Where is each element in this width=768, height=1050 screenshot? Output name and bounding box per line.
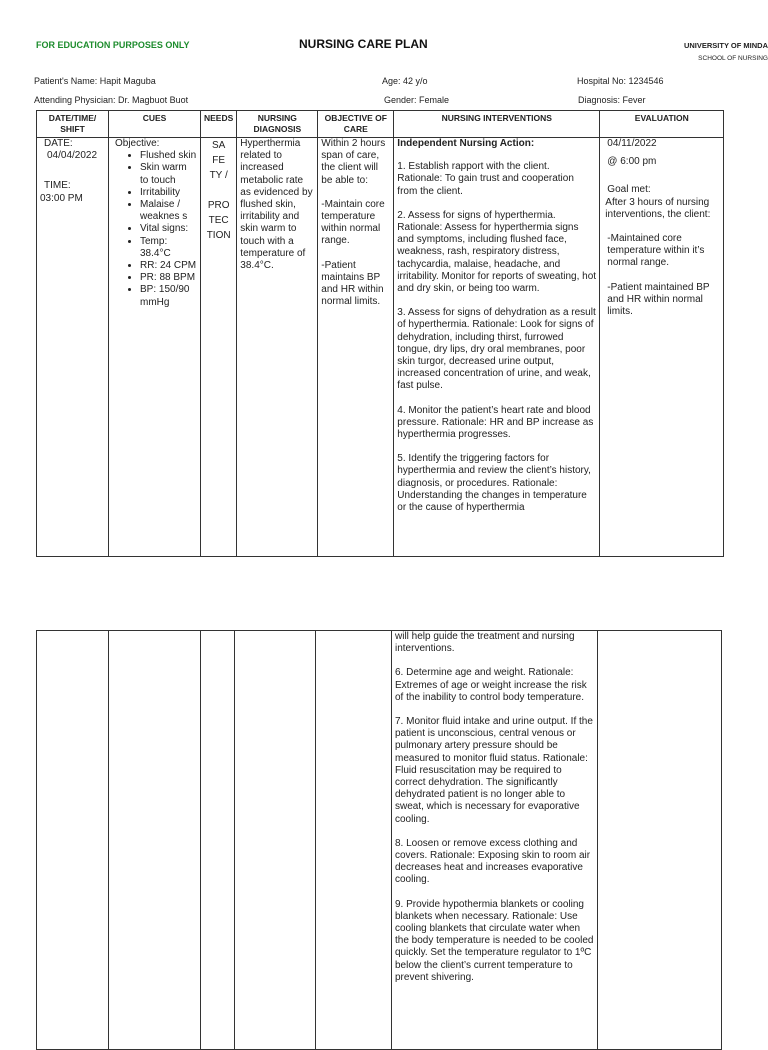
cue-item: • RR: 24 CPM — [140, 260, 197, 272]
evaluation-goal-met: Goal met: — [607, 184, 651, 196]
objective-cell — [318, 138, 394, 557]
intervention-item: 1. Establish rapport with the client. Rationale: To gain trust and cooperation from the client. — [397, 161, 574, 197]
patient-gender: Gender: Female — [384, 95, 450, 105]
interventions-cell — [392, 631, 598, 1050]
column-header-objective: OBJECTIVE OF CARE — [318, 111, 394, 138]
time-value: 03:00 PM — [40, 192, 83, 204]
column-header-diagnosis: NURSING DIAGNOSIS — [237, 111, 318, 138]
objective-cell — [316, 631, 392, 1050]
evaluation-cell — [598, 631, 722, 1050]
cues-cell — [109, 631, 201, 1050]
intervention-item: 9. Provide hypothermia blankets or cooling blankets when necessary. Rationale: Use cooling blankets that circulate water when the body temperature is needed to be cooled quickly. Set the temperature regulator to 1ºC below the client’s current temperature to prevent shivering. — [395, 898, 594, 983]
evaluation-result: -Patient maintained BP and HR within normal limits. — [607, 281, 710, 318]
needs-cell — [201, 138, 237, 557]
column-header-interventions: NURSING INTERVENTIONS — [394, 111, 600, 138]
needs-syllable: TEC — [208, 215, 229, 226]
cue-item: • Irritability — [140, 187, 197, 199]
nursing-diagnosis-text: Hyperthermia related to increased metabolic rate as evidenced by flushed skin, irritability and skin warm to touch with a temperature of 38.4°C. — [240, 138, 313, 272]
needs-syllable: FE — [212, 155, 226, 166]
intervention-item: 3. Assess for signs of dehydration as a result of hyperthermia. Rationale: Look for signs of dehydration, including thirst, furrowed tongue, dry lips, dry oral membranes, poor skin turgor, decreased urine output, increased concentration of urine, and weak, fast pulse. — [397, 307, 596, 392]
column-header-evaluation: EVALUATION — [600, 111, 724, 138]
interventions-cell — [394, 138, 600, 557]
interventions-heading: Independent Nursing Action: — [397, 138, 535, 149]
needs-syllable: TION — [206, 230, 231, 241]
column-header-needs: NEEDS — [201, 111, 237, 138]
intervention-item: 6. Determine age and weight. Rationale: Extremes of age or weight increase the risk of the inability to control body temperature. — [395, 667, 587, 703]
objective-goal: -Maintain core temperature within normal range. — [321, 198, 385, 247]
cue-item: • Flushed skin — [140, 150, 197, 162]
objective-intro: Within 2 hours span of care, the client will be able to: — [321, 138, 386, 186]
cues-title: Objective: — [115, 138, 160, 149]
evaluation-result: -Maintained core temperature within it’s normal range. — [607, 233, 705, 269]
evaluation-time: @ 6:00 pm — [607, 156, 657, 168]
university-name: UNIVERSITY OF MINDA — [683, 41, 768, 50]
date-label: DATE: — [44, 138, 73, 149]
cue-item: • Malaise / weaknes s — [140, 199, 197, 223]
date-time-cell — [37, 138, 109, 557]
table-row — [37, 138, 724, 557]
evaluation-summary: After 3 hours of nursing interventions, the client: — [605, 196, 711, 220]
cue-item: • Skin warm to touch — [140, 162, 197, 186]
date-value: 04/04/2022 — [47, 150, 98, 162]
column-header-cues: CUES — [109, 111, 201, 138]
date-time-cell — [37, 631, 109, 1050]
cue-item: • Temp: 38.4°C — [140, 236, 197, 260]
patient-diagnosis: Diagnosis: Fever — [578, 95, 646, 105]
intervention-item: 7. Monitor fluid intake and urine output. If the patient is unconscious, central venous or pulmonary artery pressure should be measured to monitor fluid status. Rationale: Fluid resuscitation may be required to correct dehydration. The significantly dehydrated patient is no longer able to sweat, which is necessary for evaporative cooling. — [395, 716, 593, 825]
cue-item: • Vital signs: — [140, 223, 197, 235]
school-name: SCHOOL OF NURSING — [698, 55, 768, 62]
nursing-diagnosis-cell — [235, 631, 316, 1050]
objective-goal: -Patient maintains BP and HR within normal limits. — [321, 259, 384, 308]
patient-name: Patient's Name: Hapit Maguba — [34, 76, 156, 86]
evaluation-date: 04/11/2022 — [607, 138, 657, 149]
document-header — [0, 0, 768, 110]
needs-syllable: TY / — [209, 170, 228, 181]
care-plan-table-continued — [36, 630, 722, 1050]
nursing-diagnosis-cell — [237, 138, 318, 557]
cues-list — [112, 150, 197, 309]
care-plan-table — [36, 110, 724, 557]
intervention-item: 8. Loosen or remove excess clothing and covers. Rationale: Exposing skin to room air decreases heat and increases evaporative cooling. — [395, 837, 591, 886]
patient-age: Age: 42 y/o — [382, 76, 428, 86]
cue-item: • BP: 150/90 mmHg — [140, 284, 197, 308]
hospital-number: Hospital No: 1234546 — [577, 76, 664, 86]
intervention-item: 2. Assess for signs of hyperthermia. Rationale: Assess for hyperthermia signs and symptoms, including flushed face, weakness, rash, respiratory distress, tachycardia, malaise, headache, and irritability. Monitor for reports of sweating, hot and dry skin, or being too warm. — [397, 209, 597, 295]
cues-cell — [109, 138, 201, 557]
evaluation-cell — [600, 138, 724, 557]
intervention-item: 5. Identify the triggering factors for hyperthermia and review the client’s history, diagnosis, or procedures. Rationale: Understanding the changes in temperature or the cause of hyperthermia — [397, 453, 591, 514]
attending-physician: Attending Physician: Dr. Magbuot Buot — [34, 95, 189, 105]
page-title: NURSING CARE PLAN — [299, 37, 428, 51]
intervention-item: will help guide the treatment and nursing interventions. — [395, 631, 575, 655]
needs-cell — [201, 631, 235, 1050]
time-label: TIME: — [44, 180, 71, 192]
needs-syllable: SA — [211, 140, 226, 151]
table-row — [37, 631, 722, 1050]
column-header-date: DATE/TIME/ SHIFT — [37, 111, 109, 138]
cue-item: • PR: 88 BPM — [140, 272, 197, 284]
table-header-row — [37, 111, 724, 138]
education-notice: FOR EDUCATION PURPOSES ONLY — [36, 40, 190, 50]
needs-syllable: PRO — [207, 200, 230, 211]
intervention-item: 4. Monitor the patient’s heart rate and blood pressure. Rationale: HR and BP increase as hyperthermia progresses. — [397, 404, 594, 441]
